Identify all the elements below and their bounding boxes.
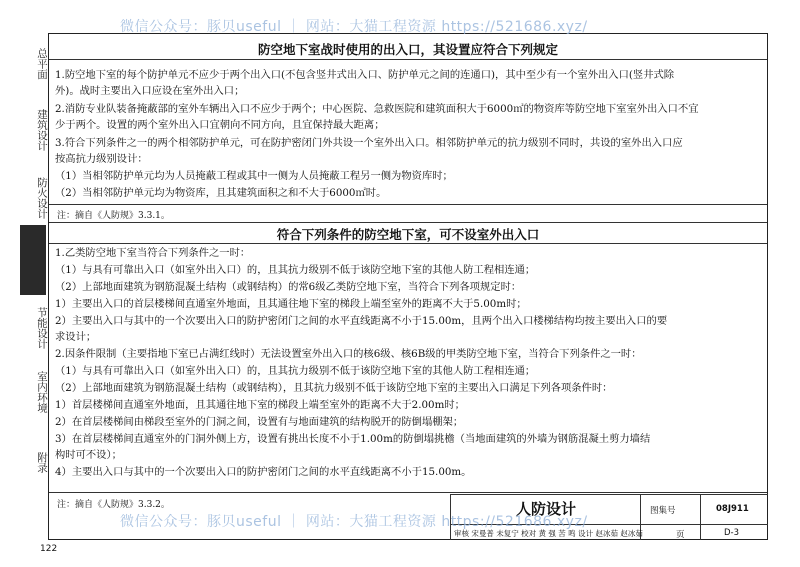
section1-line: 少于两个。设置的两个室外出入口宜朝向不同方向，且宜保持最大距离； xyxy=(55,119,385,131)
atlas-number: 08J911 xyxy=(716,504,749,514)
section2-line: 1）首层楼梯间直通室外地面，且其通往地下室的梯段上端至室外的距离不大于2.00m时； xyxy=(55,399,465,411)
section2-line: 1）主要出入口的首层楼梯间直通室外地面，且其通往地下室的梯段上端至室外的距离不大于5.00m时； xyxy=(55,298,527,310)
sidebar-active-marker xyxy=(20,225,46,295)
section1-line: 外)。战时主要出入口应设在室外出入口； xyxy=(55,85,245,97)
sidebar-item-energy: 节能设计 xyxy=(36,307,48,349)
watermark-top: 微信公众号：豚贝useful ｜ 网站：大猫工程资源 https://521686.xyz/ xyxy=(120,19,588,35)
section1-note: 注：摘自《人防规》3.3.1。 xyxy=(57,211,170,221)
section2-line: 4）主要出入口与其中的一个次要出入口的防护密闭门之间的水平直线距离不小于15.00m。 xyxy=(55,466,472,478)
sidebar-item-indoor: 室内环境 xyxy=(36,371,48,413)
section2-note: 注：摘自《人防规》3.3.2。 xyxy=(57,500,170,510)
section2-line: （1）与具有可靠出入口（如室外出入口）的，且其抗力级别不低于该防空地下室的其他人防工程相连通； xyxy=(55,264,536,276)
sidebar-item-architecture: 建筑设计 xyxy=(36,109,48,151)
section2-line: 2）在首层楼梯间由梯段至室外的门洞之间，设置有与地面建筑的结构脱开的防倒塌棚架； xyxy=(55,416,464,428)
section2-line: 构时可不设）； xyxy=(55,449,122,461)
watermark-bottom: 微信公众号：豚贝useful ｜ 网站：大猫工程资源 https://521686.xyz/ xyxy=(120,514,588,530)
page-label: 页 xyxy=(676,530,685,540)
sign-row: 审核 宋曼普 未复宁 校对 黄 强 苦 鸣 设计 赵冰茹 赵冰茹 xyxy=(454,529,643,538)
section2-heading: 符合下列条件的防空地下室，可不设室外出入口 xyxy=(276,227,540,242)
page-number: 122 xyxy=(40,544,58,554)
section2-line: （1）与具有可靠出入口（如室外出入口）的，且其抗力级别不低于该防空地下室的其他人防工程相连通； xyxy=(55,365,536,377)
section1-line: 1.防空地下室的每个防护单元不应少于两个出入口(不包含竖井式出入口、防护单元之间的连通口)，其中至少有一个室外出入口(竖井式除 xyxy=(55,69,675,81)
section2-line: 2.因条件限制（主要指地下室已占满红线时）无法设置室外出入口的核6级、核6B级的甲类防空地下室，当符合下列条件之一时： xyxy=(55,348,642,360)
sidebar-item-appendix: 附录 xyxy=(36,451,48,473)
page-id: D-3 xyxy=(724,528,740,538)
section2-line: （2）上部地面建筑为钢筋混凝土结构（或钢结构）的常6级乙类防空地下室，当符合下列各项规定时： xyxy=(55,281,522,293)
drawing-title: 人防设计 xyxy=(515,500,576,518)
sidebar-item-general-plan: 总平面 xyxy=(36,48,48,80)
title-block-divider xyxy=(700,494,701,540)
section1-line: （2）当相邻防护单元均为物资库，且其建筑面积之和不大于6000㎡时。 xyxy=(55,187,387,199)
section2-line: 3）在首层楼梯间直通室外的门洞外侧上方，设置有挑出长度不小于1.00m的防倒塌挑檐（当地面建筑的外墙为钢筋混凝土剪力墙结 xyxy=(55,433,651,445)
atlas-label: 图集号 xyxy=(650,506,676,516)
section1-line: 2.消防专业队装备掩蔽部的室外车辆出入口不应少于两个；中心医院、急救医院和建筑面积大于6000㎡的物资库等防空地下室室外出入口不宜 xyxy=(55,103,699,115)
section2-line: 求设计； xyxy=(55,331,97,343)
sidebar-item-fire: 防火设计 xyxy=(36,177,48,219)
section1-line: （1）当相邻防护单元均为人员掩蔽工程或其中一侧为人员掩蔽工程另一侧为物资库时； xyxy=(55,170,453,182)
section2-line: 2）主要出入口与其中的一个次要出入口的防护密闭门之间的水平直线距离不小于15.00m，且两个出入口楼梯结构均按主要出入口的要 xyxy=(55,315,668,327)
document-frame xyxy=(48,33,768,540)
divider xyxy=(49,243,767,244)
divider xyxy=(49,204,767,205)
section1-line: 按高抗力级别设计： xyxy=(55,153,148,165)
section1-line: 3.符合下列条件之一的两个相邻防护单元，可在防护密闭门外共设一个室外出入口。相邻防护单元的抗力级别不同时，共设的室外出入口应 xyxy=(55,137,683,149)
section2-line: （2）上部地面建筑为钢筋混凝土结构（或钢结构），且其抗力级别不低于该防空地下室的主要出入口满足下列各项条件时： xyxy=(55,382,613,394)
divider xyxy=(49,492,767,493)
section1-heading: 防空地下室战时使用的出入口，其设置应符合下列规定 xyxy=(257,42,558,57)
divider xyxy=(49,59,767,60)
divider xyxy=(49,222,767,223)
section2-line: 1.乙类防空地下室当符合下列条件之一时： xyxy=(55,247,251,259)
